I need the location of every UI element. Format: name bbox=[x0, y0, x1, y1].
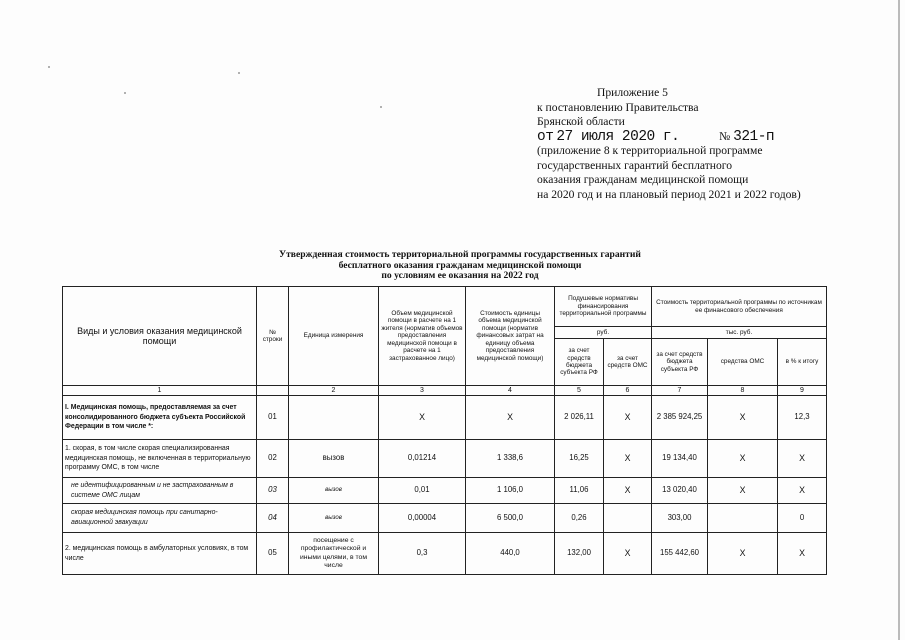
scan-speck bbox=[124, 92, 126, 94]
header-unit: Единица измерения bbox=[289, 287, 379, 386]
scan-edge bbox=[898, 0, 900, 640]
annex-line: оказания гражданам медицинской помощи bbox=[537, 173, 749, 186]
table-title bbox=[180, 250, 740, 282]
row-percent: X bbox=[778, 533, 827, 575]
header-oms-2: средства ОМС bbox=[708, 339, 778, 386]
table-row bbox=[63, 504, 827, 533]
header-unit-cost: Стоимость единицы объема медицинской помощи (норматив финансовых затрат на единицу объема предоставления медицинской помощи) bbox=[466, 287, 555, 386]
row-sum-budget: 303,00 bbox=[652, 504, 708, 533]
header-thousand-rub: тыс. руб. bbox=[652, 327, 827, 339]
row-per-capita-budget: 2 026,11 bbox=[555, 396, 604, 440]
title-line: по условиям ее оказания на 2022 год bbox=[381, 270, 539, 281]
row-per-capita-budget: 16,25 bbox=[555, 440, 604, 478]
row-volume: X bbox=[379, 396, 466, 440]
header-volume: Объем медицинской помощи в расчете на 1 жителя (норматив объемов предоставления медицинской помощи в расчете на 1 застрахованное лицо) bbox=[379, 287, 466, 386]
table-row bbox=[63, 440, 827, 478]
row-unit-cost: X bbox=[466, 396, 555, 440]
row-sum-oms: X bbox=[708, 478, 778, 504]
annex-line: Брянской области bbox=[537, 115, 625, 128]
date-value: 27 июля 2020 г. bbox=[556, 128, 680, 145]
header-types: Виды и условия оказания медицинской помощи bbox=[63, 287, 257, 386]
date-prefix: от bbox=[537, 128, 554, 145]
scan-speck bbox=[380, 106, 382, 108]
header-rub: руб. bbox=[555, 327, 652, 339]
row-name: 1. скорая, в том числе скорая специализированная медицинская помощь, не включенная в территориальную программу ОМС, в том числе bbox=[63, 440, 257, 478]
scan-speck bbox=[48, 66, 50, 68]
header-budget-rf-2: за счет средств бюджета субъекта РФ bbox=[652, 339, 708, 386]
row-unit: вызов bbox=[289, 440, 379, 478]
row-name: I. Медицинская помощь, предоставляемая за счет консолидированного бюджета субъекта Российской Федерации в том числе *: bbox=[63, 396, 257, 440]
row-sum-budget: 13 020,40 bbox=[652, 478, 708, 504]
header-per-capita: Подушевые нормативы финансирования территориальной программы bbox=[555, 287, 652, 327]
annex-date-line bbox=[537, 130, 897, 145]
table-row bbox=[63, 478, 827, 504]
row-per-capita-oms: X bbox=[604, 533, 652, 575]
row-unit: посещение с профилактической и иными целями, в том числе bbox=[289, 533, 379, 575]
column-number bbox=[257, 386, 289, 396]
row-percent: X bbox=[778, 440, 827, 478]
column-number: 3 bbox=[379, 386, 466, 396]
annex-block bbox=[537, 86, 897, 202]
row-unit-cost: 440,0 bbox=[466, 533, 555, 575]
row-unit bbox=[289, 396, 379, 440]
column-number: 2 bbox=[289, 386, 379, 396]
row-volume: 0,3 bbox=[379, 533, 466, 575]
row-per-capita-oms: X bbox=[604, 440, 652, 478]
row-unit-cost: 6 500,0 bbox=[466, 504, 555, 533]
cost-table bbox=[62, 286, 827, 575]
annex-line: к постановлению Правительства bbox=[537, 100, 699, 114]
row-unit-cost: 1 338,6 bbox=[466, 440, 555, 478]
row-volume: 0,01214 bbox=[379, 440, 466, 478]
number-sign: № bbox=[719, 129, 731, 143]
row-unit: вызов bbox=[289, 478, 379, 504]
row-name: скорая медицинская помощь при санитарно-авиационной эвакуации bbox=[63, 504, 257, 533]
number-value: 321-п bbox=[733, 128, 775, 145]
column-number: 5 bbox=[555, 386, 604, 396]
annex-title: Приложение 5 bbox=[597, 86, 668, 99]
column-number: 7 bbox=[652, 386, 708, 396]
row-sum-budget: 2 385 924,25 bbox=[652, 396, 708, 440]
row-sum-oms: X bbox=[708, 396, 778, 440]
row-percent: 12,3 bbox=[778, 396, 827, 440]
row-volume: 0,00004 bbox=[379, 504, 466, 533]
column-number: 8 bbox=[708, 386, 778, 396]
table-row bbox=[63, 533, 827, 575]
row-number: 03 bbox=[257, 478, 289, 504]
column-number: 6 bbox=[604, 386, 652, 396]
title-line: бесплатного оказания гражданам медицинской помощи bbox=[338, 259, 582, 271]
column-number: 1 bbox=[63, 386, 257, 396]
row-per-capita-oms: X bbox=[604, 478, 652, 504]
column-number: 9 bbox=[778, 386, 827, 396]
row-sum-budget: 19 134,40 bbox=[652, 440, 708, 478]
row-sum-oms: X bbox=[708, 440, 778, 478]
row-per-capita-oms: X bbox=[604, 396, 652, 440]
row-sum-oms: X bbox=[708, 533, 778, 575]
row-number: 01 bbox=[257, 396, 289, 440]
row-per-capita-budget: 11,06 bbox=[555, 478, 604, 504]
scan-speck bbox=[238, 72, 240, 74]
title-line: Утвержденная стоимость территориальной программы государственных гарантий bbox=[279, 249, 641, 260]
annex-line: (приложение 8 к территориальной программе bbox=[537, 144, 763, 157]
column-number: 4 bbox=[466, 386, 555, 396]
row-per-capita-budget: 132,00 bbox=[555, 533, 604, 575]
row-per-capita-oms bbox=[604, 504, 652, 533]
header-oms: за счет средств ОМС bbox=[604, 339, 652, 386]
row-sum-budget: 155 442,60 bbox=[652, 533, 708, 575]
header-percent: в % к итогу bbox=[778, 339, 827, 386]
row-number: 04 bbox=[257, 504, 289, 533]
row-volume: 0,01 bbox=[379, 478, 466, 504]
header-budget-rf: за счет средств бюджета субъекта РФ bbox=[555, 339, 604, 386]
row-name: 2. медицинская помощь в амбулаторных условиях, в том числе bbox=[63, 533, 257, 575]
header-row-no: № строки bbox=[257, 287, 289, 386]
row-unit-cost: 1 106,0 bbox=[466, 478, 555, 504]
row-unit: вызов bbox=[289, 504, 379, 533]
table-row bbox=[63, 396, 827, 440]
row-percent: 0 bbox=[778, 504, 827, 533]
header-cost-by-source: Стоимость территориальной программы по источникам ее финансового обеспечения bbox=[652, 287, 827, 327]
annex-line: государственных гарантий бесплатного bbox=[537, 158, 733, 172]
annex-line: на 2020 год и на плановый период 2021 и 2022 годов) bbox=[537, 187, 801, 201]
row-per-capita-budget: 0,26 bbox=[555, 504, 604, 533]
row-number: 05 bbox=[257, 533, 289, 575]
row-name: не идентифицированным и не застрахованным в системе ОМС лицам bbox=[63, 478, 257, 504]
row-sum-oms bbox=[708, 504, 778, 533]
row-percent: X bbox=[778, 478, 827, 504]
row-number: 02 bbox=[257, 440, 289, 478]
